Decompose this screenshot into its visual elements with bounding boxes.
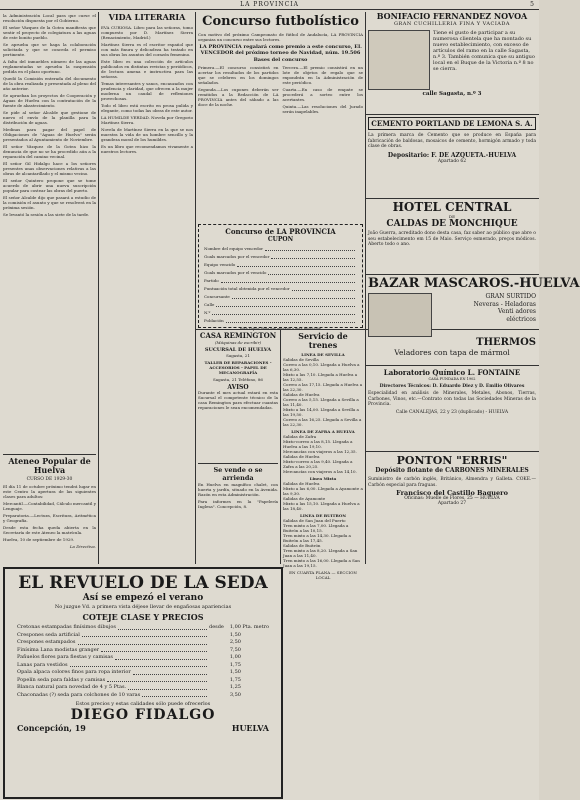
cemento-apartado: Apartado 62 (437, 158, 467, 164)
train-schedule-line: Mixto-correo a las 8,15. Llegada a Huelva a las 19,10. (283, 439, 353, 449)
cupon-box (198, 224, 363, 328)
train-schedule-line: Salidas de Huelva (283, 392, 320, 397)
lab-directors: Directores Técnicos: D. Eduardo Diez y D. Emilio Olivares (379, 384, 525, 389)
bazar-line: Neveras - Heladoras (473, 300, 536, 308)
ateneo-paragraph: Preparatoria.—Lectura, Escritura, Aritmética y Geografía. (3, 513, 96, 523)
train-line-heading: Linea Mixta (309, 476, 337, 481)
price-row (17, 662, 269, 670)
train-schedule-line: Tren mixto a las 16,00. Llegada a San Juan a las 19,15. (283, 558, 360, 568)
cupon-field-label: Equipo vencido (204, 262, 236, 267)
train-schedule-line: Correo a las 16,25. Llegada a Sevilla a las 22,30. (283, 417, 362, 427)
lab-title: Laboratorio Químico L. FONTAINE (383, 368, 521, 377)
revuelo-title: EL REVUELO DE LA SEDA (18, 573, 268, 593)
news-paragraph: A falta del inmuebles número de las aguas reglamentadas se aprueba la suspensión pedida en el plazo oportuno. (3, 59, 96, 74)
ateneo-paragraph: Desde esta fecha queda abierta en la Secretaría de este Ateneo la matrícula. (3, 525, 96, 535)
hotel-ad (368, 201, 536, 271)
cupon-field-label: Partido (204, 278, 219, 283)
train-line-heading: LINEA DE SEVILLA (301, 352, 345, 357)
price-value: 7,50 (229, 646, 241, 653)
train-schedule-line: Mixto a las 6,00. Llegada a Ayamonte a las 9,30. (283, 486, 363, 496)
header-title: LA PROVINCIA (240, 1, 299, 8)
price-value: 1,00 (229, 624, 241, 630)
price-unit (209, 632, 225, 640)
bonifacio-title: BONIFACIO FERNANDEZ NOVOA (376, 11, 528, 21)
cupon-field-line[interactable] (237, 261, 355, 267)
cupon-field[interactable] (204, 277, 357, 285)
se-vende-paragraph: Para informes en la "Papelería Inglesa". Concepción, 8. (198, 499, 278, 509)
train-schedule-line: Salidas de Huelva (283, 454, 320, 459)
lab-text: Especialidad en análisis de Minerales, Metales, Abonos, Tierras, Carbones, Vinos, etc.—Contrato con todas las Sociedades Mineras de la Provincia. (368, 391, 536, 407)
revuelo-footer: Estos precios y estas calidades sólo puede ofrecerlos (75, 701, 211, 707)
hotel-title: HOTEL CENTRAL (392, 200, 512, 214)
cupon-field-line[interactable] (226, 317, 355, 323)
se-vende-text: En Huelva en magnífico chalet, con huerta y jardín, situado en la Avenida. Razón en esta Administración. (198, 482, 278, 497)
trenes-footer: EN CUARTA PLANA — SECCION LOCAL (289, 570, 357, 580)
price-item-name: Cretonas estampadas finísimos dibujos (17, 624, 116, 630)
concurso-paragraph: Segunda.—Los cupones deberán ser remitidos a la Redacción de LA PROVINCIA antes del sábado a las doce de la noche. (198, 87, 279, 107)
trenes-title: Servicio de trenes (298, 331, 348, 350)
news-paragraph: Se levantó la sesión a las siete de la tarde. (3, 212, 90, 217)
price-item-name: Opala alpaca colores finos para ropa interior (17, 669, 131, 675)
news-paragraph: Medinas para pagar del papel de Obligaciones de "Aguas de Huelva" serán presentados al Ayuntamiento de Noviembre. (3, 127, 96, 142)
price-row (17, 647, 269, 655)
se-vende-title: Se vende o se arrienda (213, 466, 263, 482)
ponton-apartado: Apartado 27 (437, 501, 467, 506)
train-schedule-line: Mixto-correo a las 9,40. Llegada a Zafra a las 20,25. (283, 459, 353, 469)
price-item-name: Chaconadas (?) seda para colchones de 10 varas (17, 691, 141, 698)
train-schedule-line: Correo a las 0,10. Llegada a Huelva a las 6,30. (283, 362, 360, 372)
cupon-heading: Concurso de LA PROVINCIA (225, 227, 336, 236)
cupon-field-line[interactable] (292, 285, 355, 291)
price-unit (209, 684, 225, 692)
cupon-field[interactable] (204, 253, 357, 261)
concurso-highlight: LA PROVINCIA regalará como premio a este concurso, EL VENCEDOR del próximo torneo de Navidad, núm. 19.506 (199, 44, 362, 56)
bonifacio-ad (368, 12, 536, 112)
cupon-field-label: Población (204, 318, 224, 323)
price-unit (209, 647, 225, 655)
cupon-field-line[interactable] (268, 269, 355, 275)
vida-paragraph: Es un libro que recomendamos vivamente a nuestros lectores. (101, 144, 193, 154)
bonifacio-street: calle Sagasta, n.º 3 (422, 91, 482, 97)
news-paragraph: Quedó la Comisión enterada del documento de la obra realizada y presentada al pleno del año anterior. (3, 76, 96, 91)
price-unit: desde (209, 624, 224, 630)
ponton-title: PONTON "ERRIS" (396, 454, 508, 467)
lab-subtitle: CASA FUNDADA EN 1902 (428, 377, 476, 381)
bazar-line: GRAN SURTIDO (485, 293, 536, 300)
train-schedule-line: Mixto a las 7,10. Llegada a Huelva a las 12,55. (283, 372, 358, 382)
price-unit (209, 677, 225, 685)
hotel-de: DE (448, 214, 456, 219)
cupon-field[interactable] (204, 301, 357, 309)
price-item-name: Popelín seda para faldas y camisas (17, 676, 106, 683)
se-vende (198, 463, 278, 564)
revuelo-address: Concepción, 19 (17, 723, 86, 733)
train-schedule-line: Correo a las 17,15. Llegada a Huelva a las 22,30. (283, 382, 363, 392)
bazar-line: Venti adores (498, 308, 536, 315)
laboratorio-ad (368, 368, 536, 448)
train-schedule-line: Tren mixto a las 8,20. Llegada a San Juan a las 11,40. (283, 548, 358, 558)
cupon-field-label: Goals marcados por el vencido (204, 270, 267, 275)
vida-paragraph: Martínez Sierra es el escritor español que con más finura y delicadeza ha tratado en sus obras los asuntos del corazón femenino. (101, 42, 193, 57)
remington-address: Sagasta, 21 (226, 353, 250, 358)
train-schedule-line: Mercancías con viajeros a las 14,10. (283, 469, 357, 474)
cupon-field[interactable] (204, 285, 357, 293)
cupon-field-line[interactable] (265, 245, 355, 251)
price-measure (241, 684, 269, 692)
cupon-field-line[interactable] (232, 293, 355, 299)
ponton-ad (368, 454, 536, 564)
price-item-name: Blanca natural para novedad de 4 y 5 Ptas. (17, 684, 127, 690)
concurso-paragraph: Primera.—El concurso consistirá en acertar los resultados de los partidos que se celebren en los domingos señalados. (198, 65, 279, 85)
price-value: 1,75 (229, 676, 241, 683)
price-row (17, 654, 269, 662)
price-unit (209, 639, 225, 647)
news-paragraph: Se aprueba que se haga la colaboración solicitada y que se conceda el permiso pertinente. (3, 42, 96, 57)
cupon-field-label: Concursante (204, 294, 230, 299)
casa-remington (198, 332, 278, 462)
vida-paragraph: LA HUMILDE VERDAD. Novela por Gregorio Martínez Sierra. (101, 115, 193, 125)
cupon-field-label: Nombre del equipo vencedor (204, 246, 264, 251)
cupon-field-line[interactable] (221, 277, 355, 283)
price-value: 2,50 (229, 639, 241, 645)
cupon-field[interactable] (204, 245, 357, 253)
news-paragraph: El señor Alcalde dijo que pasará a estudio de la comisión el asunto y que se resolverá en la próxima sesión. (3, 195, 96, 210)
price-measure (241, 639, 269, 647)
price-unit (209, 692, 225, 700)
price-row (17, 684, 269, 692)
bazar-line: eléctricos (506, 315, 536, 323)
bazar-brand: THERMOS (476, 337, 536, 348)
cupon-field[interactable] (204, 293, 357, 301)
cupon-field-label: N.º (204, 310, 211, 315)
vida-paragraph: Novela de Martínez Sierra en la que se nos muestra la vida de un hombre sencillo y la grandeza moral de los humildes. (101, 127, 193, 142)
ateneo-signature: La Directiva. (69, 544, 96, 549)
icebox-illustration (368, 293, 432, 337)
revuelo-ad (3, 567, 283, 799)
price-value: 3,50 (229, 691, 241, 698)
cupon-field[interactable] (204, 309, 357, 317)
price-unit (209, 669, 225, 677)
bazar-footer-wrap (368, 348, 536, 362)
train-schedule-line: Tren mixto a las 7,00. Llegada a Buitrón a las 10,15. (283, 523, 349, 533)
remington-aviso-title: AVISO (227, 384, 249, 391)
vida-paragraph: Todo el libro está escrito en prosa pulida y elegante, como todas las obras de este autor. (101, 103, 193, 113)
cupon-field-label: Calle (204, 302, 215, 307)
train-schedule-line: Mixto a las 15,10. Llegada a Huelva a las 18,40. (283, 501, 360, 511)
train-schedule-line: Salidas de Buitrón (283, 543, 321, 548)
price-item-name: Crespones seda artificial (17, 631, 80, 638)
price-item-name: Finísima Lana modistas granger (17, 646, 100, 653)
bases-title: Bases del concurso (253, 57, 308, 63)
cupon-field-line[interactable] (216, 301, 355, 307)
revuelo-promo: No juzgue Vd. a primera vista déjese llevar de engañosas apariencias (54, 604, 232, 610)
ponton-text: Suministro de carbón inglés, Británico, Almendra y Galleta. COKE.—Carbón especial para fraguas. (368, 477, 536, 488)
train-schedule-line: Salidas de Huelva (283, 481, 320, 486)
vida-paragraph: Temas interesantes y sanos, encauzados con prudencia y claridad, que ofrecen a la mujer moderna un caudal de reflexiones provechosas. (101, 81, 193, 101)
revuelo-coteje: COTEJE CLASE Y PRECIOS (82, 612, 204, 622)
train-schedule-line: Mixto a las 14,00. Llegada a Sevilla a las 19,50. (283, 407, 359, 417)
ateneo-paragraph: Mercantil.—Contabilidad, Cálculo mercantil y Lenguaje. (3, 501, 96, 511)
knife-illustration (368, 30, 430, 90)
cupon-field-line[interactable] (212, 309, 355, 315)
train-schedule-line: Tren mixto a las 14,30. Llegada a Buitrón a las 17,45. (283, 533, 351, 543)
ateneo-paragraph: Huelva, 10 de septiembre de 1929. (3, 537, 75, 542)
price-value: 1,25 (229, 684, 241, 690)
news-paragraph: Se aprueban los proyectos de Cooperación y Aguas de Huelva con la contratación de la fuente de abastecimiento. (3, 93, 96, 108)
price-measure (241, 632, 269, 640)
news-paragraph: El señor Gil Hidalgo hace a los señores presentes unas observaciones relativas a las obras de alcantarillado y el mismo vecino. (3, 161, 96, 176)
cemento-text: La primera marca de Cemento que se produce en España para fabricación de baldosas, mosaicos de cemento, hormigón armado y toda clase de obras. (368, 133, 536, 149)
cemento-ad (368, 117, 536, 195)
cupon-field-line[interactable] (271, 253, 355, 259)
price-measure (241, 669, 269, 677)
vida-paragraph: Este libro es una colección de artículos publicados en distintas revistas y periódicos, de lectura amena e instructiva para las señoras. (101, 59, 193, 79)
vida-literaria (101, 13, 193, 564)
ateneo-title: Ateneo Popular de Huelva (8, 456, 91, 475)
cupon-field[interactable] (204, 317, 357, 325)
price-value: 1,50 (229, 631, 241, 638)
news-paragraph: la Administración Local para que curse el resolución dispuesta por el Gobierno. (3, 13, 96, 23)
lab-address: Calle CANALEJAS, 22 y 23 (duplicado) - HUELVA (395, 409, 509, 415)
price-row (17, 632, 269, 640)
ponton-owner: Francisco del Castillo Baquero (396, 489, 508, 497)
col1-news (3, 13, 96, 451)
train-schedule-line: Mercancías con viajeros a las 12,35. (283, 449, 357, 454)
ponton-subtitle: Depósito flotante de CARBONES MINERALES (375, 467, 529, 474)
price-measure (241, 654, 269, 662)
price-value: 1,00 (229, 654, 241, 660)
remington-services: TALLER DE REPARACIONES - ACCESORIOS - PAPEL DE MECANOGRAFÍA (204, 360, 272, 375)
price-measure (241, 692, 269, 700)
cemento-title: CEMENTO PORTLAND DE LEMONA S. A. (368, 117, 536, 130)
bonifacio-text: Tiene el gusto de participar a su numerosa clientela que ha montado su nuevo establecimiento, con exceso de artículos del ramo en la calle Sagasta, n.º 3. También comunica que su antiguo local en el Buque de la Victoria n.º 8 no se cierra. (433, 30, 535, 72)
train-schedule-line: Salidas de San Juan del Puerto (283, 518, 346, 523)
vida-paragraph: EVA CURIOSA. Libro para las señoras, tomo compuesto por D. Martínez Sierra (Renacimiento, Madrid.) (101, 25, 193, 40)
concurso-paragraph: Quinta.—Las resoluciones del Jurado serán inapelables. (282, 104, 363, 114)
revuelo-shop: DIEGO FIDALGO (70, 707, 216, 723)
cupon-field[interactable] (204, 261, 357, 269)
price-item-name: Crespones estampados (17, 639, 76, 645)
concurso-intro: Con motivo del próximo Campeonato de fútbol de Andalucía, LA PROVINCIA organiza un concurso entre sus lectores. (198, 32, 363, 42)
remington-branch: SUCURSAL DE HUELVA (204, 347, 272, 353)
price-measure (241, 647, 269, 655)
vida-literaria-title: VIDA LITERARIA (108, 12, 186, 22)
remington-phone: Sagasta, 21 Teléfono, 86 (213, 377, 263, 382)
price-item-name: Pañuelos flores para fiestas y camisas (17, 654, 113, 660)
train-schedule-line: Salidas de Sevilla (283, 357, 319, 362)
concurso-paragraph: Cuarta.—En caso de empate se procederá a sorteo entre los acertantes. (282, 87, 363, 102)
bazar-footer: Veladores con tapa de mármol (394, 348, 510, 357)
bottom-right-area (283, 567, 536, 795)
concurso-title: Concurso futbolístico (202, 14, 359, 29)
ateneo-block (3, 454, 96, 564)
price-measure (241, 662, 269, 670)
concurso-paragraph: Tercera.—El premio consistirá en un lote de objetos de regalo que se expondrán en la Administración de este periódico. (282, 65, 363, 85)
servicio-trenes (283, 331, 363, 580)
bazar-ad (368, 276, 580, 353)
hotel-subtitle: CALDAS DE MONCHIQUE (386, 219, 518, 229)
page-header (0, 0, 539, 10)
news-paragraph: El señor Vázquez de la Gotea hizo la denuncia de que no se ha procedido aún a la reparación del camino vecinal. (3, 144, 96, 159)
cupon-field[interactable] (204, 269, 357, 277)
price-row (17, 639, 269, 647)
remington-title: CASA REMINGTON (199, 331, 277, 340)
ateneo-subtitle: CURSO DE 1929-30 (26, 477, 73, 482)
bonifacio-subtitle: GRAN CUCHILLERIA FINA Y VACIADA (393, 21, 511, 27)
price-measure (241, 677, 269, 685)
train-line-heading: LINEA DE ZAFRA A HUELVA (291, 429, 355, 434)
cupon-subheading: CUPON (267, 236, 294, 243)
price-unit (209, 654, 225, 662)
remington-aviso-text: Durante el mes actual estará en esta Sucursal el competente técnico de la casa Remington para efectuar cuantas reparaciones le sean encomendadas. (198, 390, 278, 410)
price-value: 1,50 (229, 669, 241, 675)
hotel-text: João Guerra, acreditado dono desta casa, faz saber ao público que abre o seu estabelecimento em 15 de Maio. Serviço esmerado, preços módicos. Aberto todo o ano. (368, 231, 536, 247)
bazar-title: BAZAR MASCAROS.-HUELVA (368, 276, 580, 291)
price-item-name: Lanas para vestidos (17, 661, 68, 668)
ateneo-paragraph: El día 11 de octubre próximo tendrá lugar en este Centro la apertura de las siguientes clases para adultos: (3, 484, 96, 499)
ponton-address: Oficinas: Muelle de Flores, 25 — HUELVA (404, 496, 500, 501)
price-row (17, 669, 269, 677)
price-unit (209, 662, 225, 670)
train-schedule-line: Correo a las 5,15. Llegada a Sevilla a las 11,40. (283, 397, 359, 407)
cemento-depositario: Depositario: F. DE AZQUETA.-HUELVA (387, 151, 517, 159)
remington-subtitle: (Máquinas de escribir) (214, 340, 262, 345)
train-schedule-line: Salidas de Ayamonte (283, 496, 326, 501)
train-schedule-line: Salidas de Zafra (283, 434, 317, 439)
price-row (17, 677, 269, 685)
price-row (17, 692, 269, 700)
revuelo-city: HUELVA (231, 723, 269, 733)
price-row (17, 624, 269, 632)
page-number: 5 (530, 1, 535, 8)
revuelo-subtitle: Así se empezó el verano (82, 593, 204, 603)
news-paragraph: El señor Quintero propone que se tome acuerdo de abrir una nueva suscripción popular para costear las obras del puerto. (3, 178, 96, 193)
concurso-section (198, 12, 363, 222)
price-value: 1,75 (229, 661, 241, 668)
price-measure: Pta. metro (242, 624, 269, 630)
news-paragraph: El señor Vázquez de la Gotea manifiesta que sentir el proyecto de colegiatura a las aguas de este bonito pueblo. (3, 25, 96, 40)
cupon-field-label: Goals marcados por el vencedor (204, 254, 270, 259)
cupon-field-label: Puntuación total obtenida por el vencedor (204, 286, 290, 291)
train-line-heading: LINEA DE BUITRON (300, 513, 346, 518)
news-paragraph: Se pide al señor Alcalde que gestione de nuevo el envío de la planilla para la distribución de aguas. (3, 110, 96, 125)
